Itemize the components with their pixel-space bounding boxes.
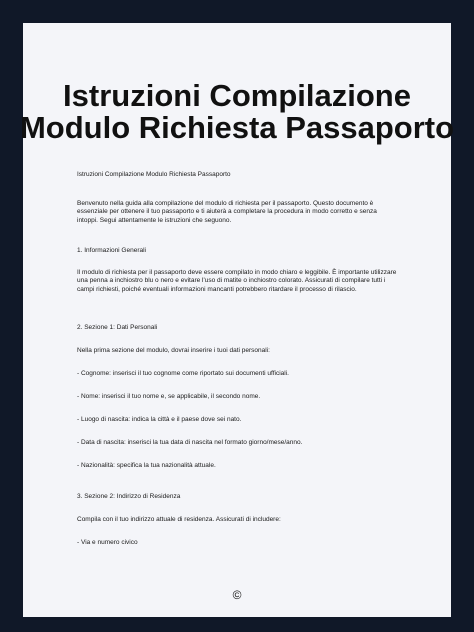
page-title	[0, 80, 474, 144]
section-heading-general: 1. Informazioni Generali	[77, 247, 147, 254]
section-heading-residence: 3. Sezione 2: Indirizzo di Residenza	[77, 493, 181, 500]
copyright-icon: ©	[232, 588, 242, 602]
residence-intro: Compila con il tuo indirizzo attuale di residenza. Assicurati di includere:	[77, 516, 281, 523]
list-item-birthplace: - Luogo di nascita: indica la città e il paese dove sei nato.	[77, 416, 242, 423]
list-item-birthdate: - Data di nascita: inserisci la tua data di nascita nel formato giorno/mese/anno.	[77, 439, 303, 446]
list-item-name: - Nome: inserisci il tuo nome e, se applicabile, il secondo nome.	[77, 393, 261, 400]
intro-paragraph: Benvenuto nella guida alla compilazione del modulo di richiesta per il passaporto. Questo documento è essenziale per ottenere il tuo passaporto e ti aiuterà a completare la procedura in modo corretto e senza intoppi. Segui attentamente le istruzioni che seguono.	[77, 200, 377, 224]
section-heading-personal: 2. Sezione 1: Dati Personali	[77, 324, 158, 331]
doc-heading: Istruzioni Compilazione Modulo Richiesta Passaporto	[77, 171, 231, 178]
list-item-street: - Via e numero civico	[77, 539, 138, 546]
page-title-line-1: Istruzioni Compilazione	[63, 78, 411, 113]
personal-intro: Nella prima sezione del modulo, dovrai inserire i tuoi dati personali:	[77, 347, 270, 354]
general-paragraph: Il modulo di richiesta per il passaporto deve essere compilato in modo chiaro e leggibile. È importante utilizzare una penna a inchiostro blu o nero e evitare l'uso di matite o inchiostro colorato. Assicurati di compilare tutti i campi richiesti, poiché eventuali informazioni mancanti potrebbero ritardare il processo di rilascio.	[77, 269, 397, 293]
page-title-line-2: Modulo Richiesta Passaporto	[19, 110, 455, 145]
list-item-nationality: - Nazionalità: specifica la tua nazionalità attuale.	[77, 462, 216, 469]
list-item-surname: - Cognome: inserisci il tuo cognome come riportato sui documenti ufficiali.	[77, 370, 289, 377]
